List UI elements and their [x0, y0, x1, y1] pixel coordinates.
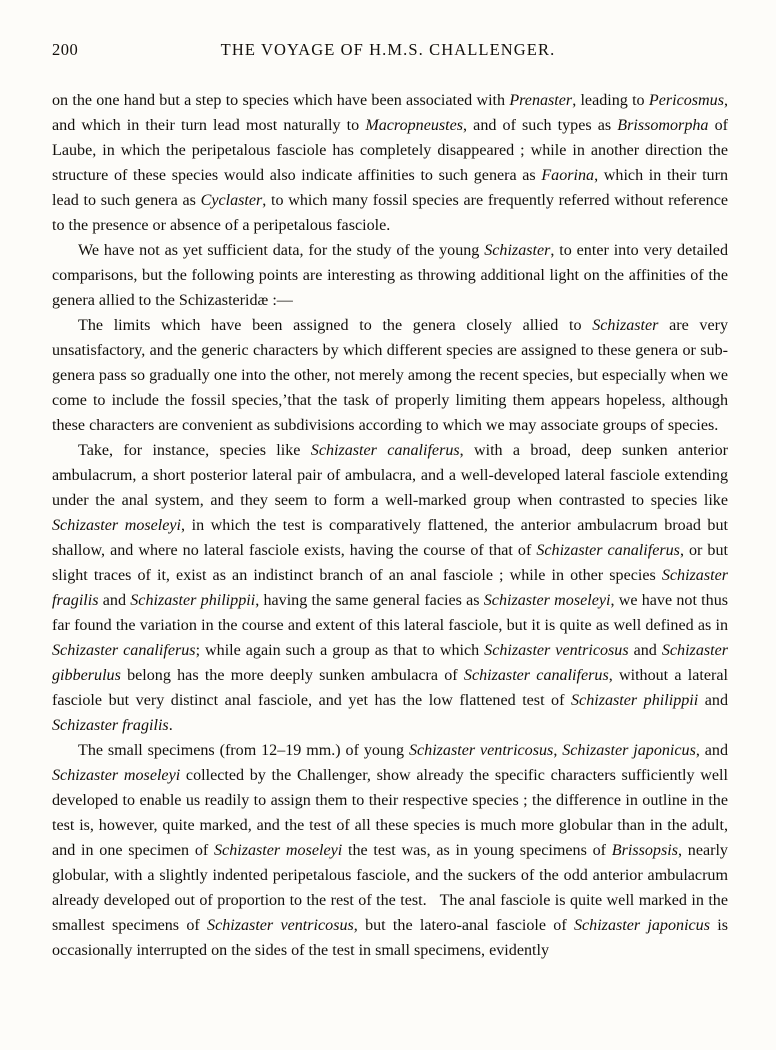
body-text [52, 88, 728, 963]
paragraph-3: The limits which have been assigned to the genera closely allied to Schizaster are very unsatisfactory, and the generic characters by which different species are assigned to these genera or sub-genera pass so gradually one into the other, not merely among the recent species, but especially when we come to include the fossil species,’that the task of properly limiting them appears hopeless, although these characters are convenient as subdivisions according to which we may associate groups of species. [52, 317, 728, 434]
paragraph-2: We have not as yet sufficient data, for the study of the young Schizaster, to enter into very detailed comparisons, but the following points are interesting as throwing additional light on the affinities of the genera allied to the Schizasteridæ :— [52, 242, 728, 309]
running-head: THE VOYAGE OF H.M.S. CHALLENGER. [220, 40, 556, 59]
page-number: 200 [52, 40, 79, 59]
paragraph-4: Take, for instance, species like Schizaster canaliferus, with a broad, deep sunken anterior ambulacrum, a short posterior lateral pair of ambulacra, and a well-developed lateral fasciole extending under the anal system, and they seem to form a well-marked group when contrasted to species like Schizaster moseleyi, in which the test is comparatively flattened, the anterior ambulacrum broad but shallow, and where no lateral fasciole exists, having the course of that of Schizaster canaliferus, or but slight traces of it, exist as an indistinct branch of an anal fasciole ; while in other species Schizaster fragilis and Schizaster philippii, having the same general facies as Schizaster moseleyi, we have not thus far found the variation in the course and extent of this lateral fasciole, but it is quite as well defined as in Schizaster canaliferus; while again such a group as that to which Schizaster ventricosus and Schizaster gibberulus belong has the more deeply sunken ambulacra of Schizaster canaliferus, without a lateral fasciole but very distinct anal fasciole, and yet has the low flattened test of Schizaster philippii and Schizaster fragilis. [52, 442, 729, 734]
paragraph-1: on the one hand but a step to species which have been associated with Prenaster, leading to Pericosmus, and which in their turn lead most naturally to Macropneustes, and of such types as Brissomorpha of Laube, in which the peripetalous fasciole has completely disappeared ; while in another direction the structure of these species would also indicate affinities to such genera as Faorina, which in their turn lead to such genera as Cyclaster, to which many fossil species are frequently referred without reference to the presence or absence of a peripetalous fasciole. [52, 92, 728, 234]
page-header [0, 40, 776, 64]
paragraph-5: The small specimens (from 12–19 mm.) of young Schizaster ventricosus, Schizaster japonicus, and Schizaster moseleyi collected by the Challenger, show already the specific characters sufficiently well developed to enable us readily to assign them to their respective species ; the difference in outline in the test is, however, quite marked, and the test of all these species is much more globular than in the adult, and in one specimen of Schizaster moseleyi the test was, as in young specimens of Brissopsis, nearly globular, with a slightly indented peripetalous fasciole, and the suckers of the odd anterior ambulacrum already developed out of proportion to the rest of the test. The anal fasciole is quite well marked in the smallest specimens of Schizaster ventricosus, but the latero-anal fasciole of Schizaster japonicus is occasionally interrupted on the sides of the test in small specimens, evidently [52, 742, 729, 959]
